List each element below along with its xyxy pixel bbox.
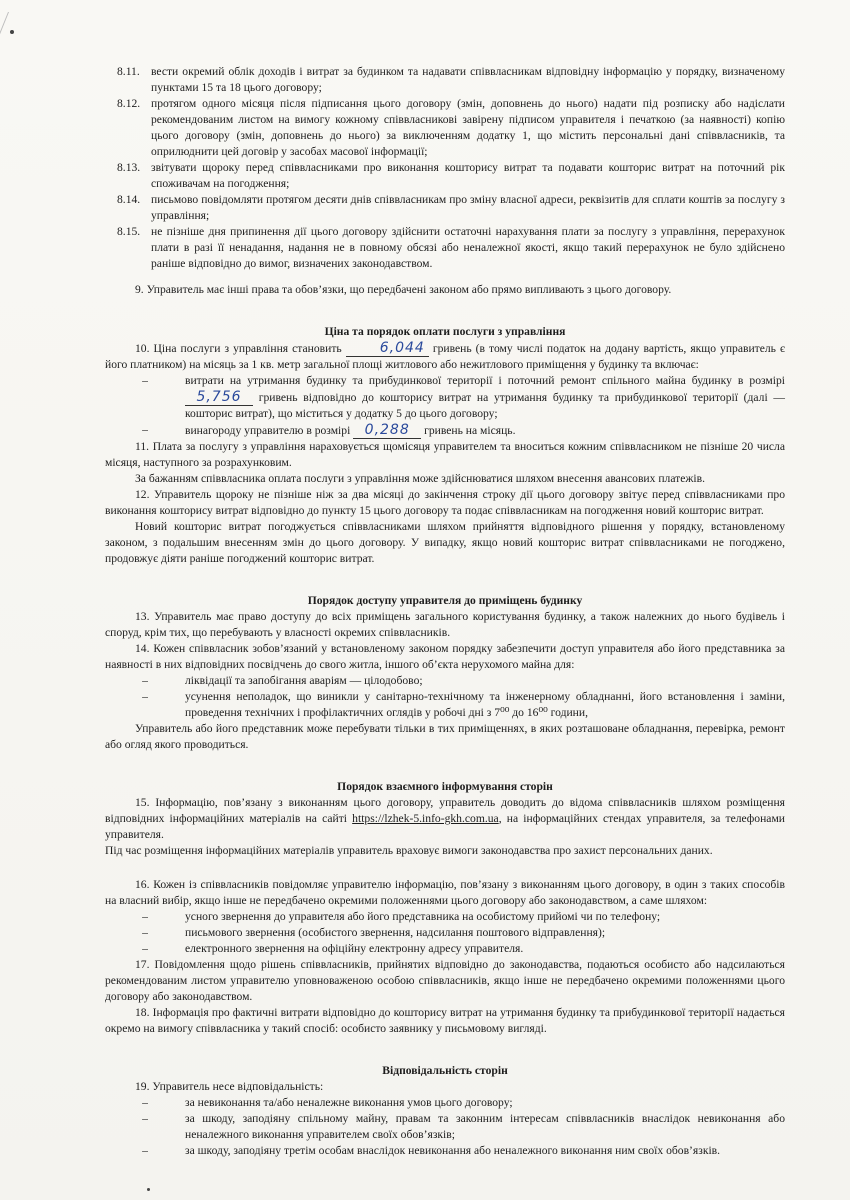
- bullet-dash: –: [142, 423, 148, 436]
- bullet-text-b: гривень на місяць.: [424, 424, 516, 437]
- bullet-text: за невиконання та/або неналежне виконання умов цього договору;: [185, 1096, 513, 1109]
- clause-11: 11. Плата за послугу з управління нараховується щомісяця управителем та вноситься кожним співвласником не пізніше 20 числа місяця, наступного за розрахунковим.: [105, 440, 785, 469]
- clause-8-11: [105, 64, 785, 96]
- bullet-nonperformance: [105, 1095, 785, 1111]
- bullet-dash: –: [142, 910, 148, 923]
- bullet-written-request: [105, 925, 785, 941]
- scan-dot: [10, 30, 14, 34]
- bullet-dash: –: [142, 1096, 148, 1109]
- clause-11-advance: За бажанням співвласника оплата послуги з управління може здійснюватися шляхом внесення авансових платежів.: [135, 472, 705, 485]
- bullet-text-b: гривень відповідно до кошторису витрат на утримання будинку та прибудинкової території (далі — кошторис витрат), що міститься у додатку 5 до цього договору;: [185, 391, 785, 420]
- clause-14: 14. Кожен співвласник зобов’язаний у встановленому законом порядку забезпечити доступ управителя або його представника за наявності в них відповідних посвідчень до свого житла, іншого об’єкта нерухомого майна для:: [105, 642, 785, 671]
- bullet-text: електронного звернення на офіційну електронну адресу управителя.: [185, 942, 524, 955]
- handwritten-fee-amount: 0,288: [353, 422, 421, 439]
- handwritten-maintenance-amount: 5,756: [185, 389, 253, 406]
- scan-dot: [147, 1188, 150, 1191]
- clause-text: вести окремий облік доходів і витрат за будинком та надавати співвласникам відповідну інформацію у порядку, визначеному пунктами 15 та 18 цього договору;: [151, 65, 785, 94]
- clause-12: 12. Управитель щороку не пізніше ніж за два місяці до закінчення строку дії цього договору звітує перед співвласниками про виконання кошторису витрат відповідно до пункту 15 цього договору та подає співвласникам на погодження новий кошторис витрат.: [105, 488, 785, 517]
- clause-15-personal-data: Під час розміщення інформаційних матеріалів управитель враховує вимоги законодавства про захист персональних даних.: [105, 844, 713, 857]
- handwritten-price: 6,044: [346, 340, 429, 357]
- bullet-dash: –: [142, 690, 148, 703]
- clause-15: [105, 795, 785, 843]
- section-heading-liability: Відповідальність сторін: [382, 1064, 508, 1077]
- bullet-electronic-request: [105, 941, 785, 957]
- clause-number: 8.15.: [117, 225, 141, 238]
- bullet-text: усунення неполадок, що виникли у санітарно-технічному та інженерному обладнанні, його встановлення і заміни, проведення технічних і профілактичних оглядів у робочі дні з 7⁰⁰ до 16⁰⁰ години,: [185, 690, 785, 719]
- clause-number: 8.13.: [117, 161, 141, 174]
- bullet-text-a: витрати на утримання будинку та прибудинкової території і поточний ремонт спільного майна будинку в розмірі: [185, 374, 785, 387]
- bullet-manager-fee: [105, 422, 785, 439]
- clause-number: 8.12.: [117, 97, 141, 110]
- clause-text: не пізніше дня припинення дії цього договору здійснити остаточні нарахування плати за послугу з управління, перерахунок плати в разі її ненадання, надання не в повному обсязі або неналежної якості, якщо такий перерахунок не було здійснено раніше відповідно до вимог, визначених законодавством.: [151, 225, 785, 270]
- section-heading-info: Порядок взаємного інформування сторін: [337, 780, 553, 793]
- bullet-oral-request: [105, 909, 785, 925]
- clause-number: 8.14.: [117, 193, 141, 206]
- scan-edge-line: [0, 12, 79, 192]
- bullet-dash: –: [142, 674, 148, 687]
- clause-number: 8.11.: [117, 65, 140, 78]
- clause-8-13: [105, 160, 785, 192]
- bullet-text-a: винагороду управителю в розмірі: [185, 424, 351, 437]
- clause-10-text-a: 10. Ціна послуги з управління становить: [135, 342, 342, 355]
- document-body: [105, 64, 785, 1159]
- clause-12-new-budget: Новий кошторис витрат погоджується співвласниками шляхом прийняття відповідного рішення у порядку, встановленому законом, з подальшим внесенням змін до цього договору. У випадку, якщо новий кошторис витрат співвласниками не погоджено, продовжує діяти раніше погоджений кошторис витрат.: [105, 520, 785, 565]
- bullet-dash: –: [142, 926, 148, 939]
- clause-18: 18. Інформація про фактичні витрати відповідно до кошторису витрат на утримання будинку та прибудинкової території надається окремо на вимогу співвласника у такий спосіб: особисто заявнику у письмовому вигляді.: [105, 1006, 785, 1035]
- clause-15-text-a: 15. Інформацію, пов’язану з виконанням цього договору, управитель доводить до відома співвласників шляхом розміщення відповідних інформаційних матеріалів на сайті: [105, 796, 785, 825]
- clause-13: 13. Управитель має право доступу до всіх приміщень загального користування будинку, а також належних до нього будівель і споруд, крім тих, що перебувають у власності окремих співвласників.: [105, 610, 785, 639]
- clause-8-14: [105, 192, 785, 224]
- bullet-dash: –: [142, 942, 148, 955]
- bullet-dash: –: [142, 1112, 148, 1125]
- clause-text: протягом одного місяця після підписання цього договору (змін, доповнень до нього) надати під розписку або надіслати рекомендованим листом на вимогу кожному співвласникові завірену підписом управителя і печаткою (за наявності) копію цього договору (змін, доповнень до нього) за виключенням додатку 1, що містить персональні дані співвласників, та оприлюднити цей договір у засобах масової інформації;: [151, 97, 785, 158]
- clause-15-text-b: , на інформаційних стендах управителя, за телефонами управителя.: [105, 812, 785, 841]
- bullet-maintenance-cost: [105, 373, 785, 422]
- section-heading-access: Порядок доступу управителя до приміщень будинку: [307, 594, 583, 607]
- bullet-text: за шкоду, заподіяну спільному майну, правам та законним інтересам співвласників внаслідок невиконання або неналежного виконання управителем своїх обов’язків;: [185, 1112, 785, 1141]
- clause-text: письмово повідомляти протягом десяти днів співвласникам про зміну власної адреси, реквізитів для сплати коштів за послугу з управління;: [151, 193, 785, 222]
- clause-17: 17. Повідомлення щодо рішень співвласників, прийнятих відповідно до законодавства, подаються особисто або надсилаються рекомендованим листом управителю уповноваженою особою співвласників, якщо інше не передбачено окремими положеннями цього договору або законодавством.: [105, 958, 785, 1003]
- bullet-text: ліквідації та запобігання аваріям — цілодобово;: [185, 674, 423, 687]
- clause-16: 16. Кожен із співвласників повідомляє управителю інформацію, пов’язану з виконанням цього договору, в один з таких способів на власний вибір, якщо інше не передбачено окремими положеннями цього договору або законодавством, а саме шляхом:: [105, 878, 785, 907]
- clause-10: [105, 340, 785, 373]
- bullet-emergency: [105, 673, 785, 689]
- bullet-text: усного звернення до управителя або його представника на особистому прийомі чи по телефону;: [185, 910, 661, 923]
- clause-text: звітувати щороку перед співвласниками про виконання кошторису витрат та подавати кошторис витрат на поточний рік споживачам на погодження;: [151, 161, 785, 190]
- bullet-dash: –: [142, 374, 148, 387]
- clause-9: 9. Управитель має інші права та обов’язки, що передбачені законом або прямо випливають з цього договору.: [135, 283, 672, 296]
- clause-8-15: [105, 224, 785, 272]
- website-link[interactable]: https://lzhek-5.info-gkh.com.ua: [352, 812, 499, 825]
- bullet-damage-common-property: [105, 1111, 785, 1143]
- bullet-text: за шкоду, заподіяну третім особам внаслідок невиконання або неналежного виконання ним своїх обов’язків.: [185, 1144, 721, 1157]
- bullet-dash: –: [142, 1144, 148, 1157]
- bullet-damage-third-parties: [105, 1143, 785, 1159]
- clause-14-premises: Управитель або його представник може перебувати тільки в тих приміщеннях, в яких розташоване обладнання, перевірка, ремонт або огляд якого проводиться.: [105, 722, 785, 751]
- clause-10-text-b: гривень (в тому числі податок на додану вартість, якщо управитель є його платником) на місяць за 1 кв. метр загальної площі житлового або нежитлового приміщення у будинку та включає:: [105, 342, 785, 371]
- section-heading-price: Ціна та порядок оплати послуги з управління: [324, 325, 566, 338]
- bullet-text: письмового звернення (особистого звернення, надсилання поштового відправлення);: [185, 926, 606, 939]
- clause-8-12: [105, 96, 785, 160]
- clause-19: 19. Управитель несе відповідальність:: [135, 1080, 324, 1093]
- bullet-repairs: [105, 689, 785, 721]
